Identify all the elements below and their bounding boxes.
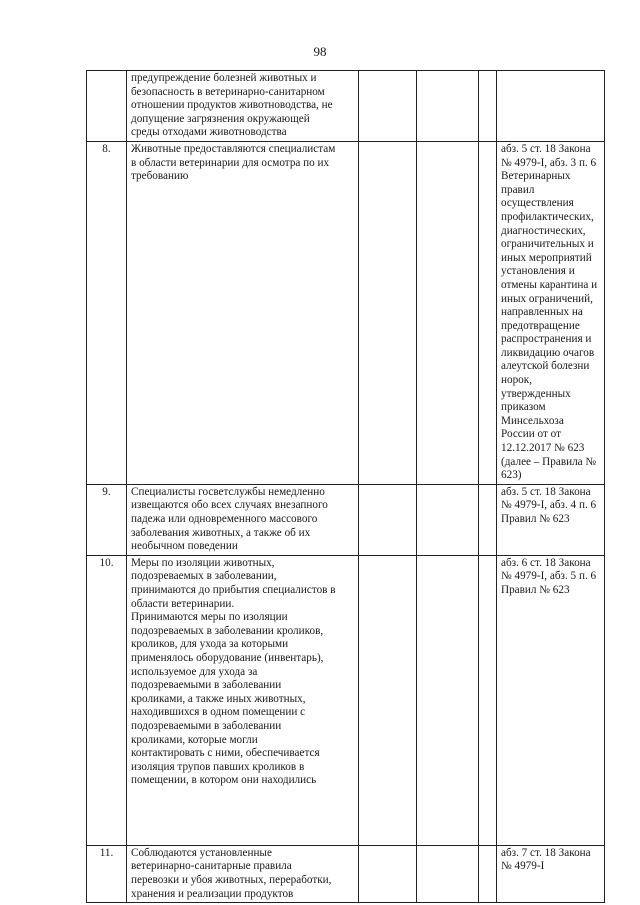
answer-na-cell: [479, 71, 497, 142]
answer-yes-cell: [359, 845, 417, 902]
requirement-text-line: кроликов, для ухода за которыми: [131, 638, 289, 651]
table-body: [87, 71, 605, 903]
legal-reference-line: Правил № 623: [501, 583, 570, 596]
legal-reference-cell: [497, 555, 605, 845]
page-number: 98: [313, 44, 327, 59]
legal-reference-line: № 4979-I: [501, 860, 545, 873]
requirement-cell: [127, 484, 359, 555]
requirement-text-line: заболевания животных, а также об их: [131, 526, 311, 539]
answer-yes-cell: [359, 141, 417, 484]
legal-reference-line: диагностических,: [501, 224, 586, 237]
requirement-text-line: подозреваемых в заболевании кроликов,: [131, 624, 324, 637]
requirement-text-line: ветеринарно-санитарные правила: [131, 860, 292, 873]
requirement-text-line: предупреждение болезней животных и: [131, 72, 317, 84]
legal-reference-line: абз. 6 ст. 18 Закона: [501, 556, 591, 569]
legal-reference-line: профилактических,: [501, 210, 594, 223]
requirement-text-line: извещаются обо всех случаях внезапного: [131, 499, 328, 512]
requirement-text-line: помещении, в котором они находились: [131, 774, 317, 787]
legal-reference-line: ликвидацию очагов: [501, 346, 595, 359]
requirement-text-line: применялось оборудование (инвентарь),: [131, 651, 324, 664]
answer-no-cell: [417, 555, 479, 845]
answer-no-cell: [417, 484, 479, 555]
table-row: [87, 555, 605, 845]
legal-reference-cell: [497, 141, 605, 484]
legal-reference-cell: [497, 845, 605, 902]
requirement-text-line: подозреваемыми в заболевании: [131, 679, 282, 692]
requirement-text-line: находившихся в одном помещении с: [131, 706, 306, 719]
answer-no-cell: [417, 845, 479, 902]
legal-reference-line: России от от: [501, 428, 561, 441]
table-row: [87, 845, 605, 902]
legal-reference-line: Минсельхоза: [501, 414, 564, 427]
legal-reference-line: алеутской болезни: [501, 360, 590, 373]
table-row: [87, 71, 605, 142]
requirement-text-line: перевозки и убоя животных, переработки,: [131, 873, 332, 886]
legal-reference-line: 623): [501, 469, 522, 482]
requirement-cell: [127, 555, 359, 845]
legal-reference-line: абз. 5 ст. 18 Закона: [501, 142, 591, 155]
legal-reference-line: правил: [501, 183, 535, 196]
row-number: 11.: [87, 845, 127, 902]
legal-reference-line: абз. 7 ст. 18 Закона: [501, 846, 591, 859]
requirement-text-line: Соблюдаются установленные: [131, 846, 272, 859]
answer-na-cell: [479, 555, 497, 845]
legal-reference-line: 12.12.2017 № 623: [501, 442, 585, 455]
requirement-text-line: контактировать с ними, обеспечивается: [131, 747, 320, 760]
legal-reference-line: предотвращение: [501, 319, 580, 332]
requirement-text-line: безопасность в ветеринарно-санитарном: [131, 85, 325, 98]
legal-reference-line: утвержденных: [501, 387, 571, 400]
legal-reference-cell: [497, 71, 605, 142]
legal-reference-line: осуществления: [501, 197, 574, 210]
requirement-text-line: в области ветеринарии для осмотра по их: [131, 156, 330, 169]
answer-na-cell: [479, 484, 497, 555]
legal-reference-line: № 4979-I, абз. 5 п. 6: [501, 570, 597, 583]
row-number: 8.: [87, 141, 127, 484]
answer-no-cell: [417, 71, 479, 142]
legal-reference-line: абз. 5 ст. 18 Закона: [501, 485, 591, 498]
table-row: [87, 484, 605, 555]
requirement-text-line: Меры по изоляции животных,: [131, 556, 275, 569]
requirement-text-line: необычном поведении: [131, 540, 238, 553]
legal-reference-line: (далее – Правила №: [501, 455, 597, 468]
answer-yes-cell: [359, 555, 417, 845]
requirement-text-line: допущение загрязнения окружающей: [131, 112, 310, 125]
requirement-text-line: подозреваемых в заболевании,: [131, 570, 277, 583]
requirement-text-line: кроликами, а также иных животных,: [131, 692, 306, 705]
table-row: [87, 141, 605, 484]
requirement-text-line: Специалисты госветслужбы немедленно: [131, 485, 325, 498]
answer-na-cell: [479, 845, 497, 902]
requirement-text-line: изоляция трупов павших кроликов в: [131, 760, 305, 773]
requirement-text-line: Животные предоставляются специалистам: [131, 142, 336, 155]
legal-reference-line: № 4979-I, абз. 4 п. 6: [501, 499, 597, 512]
requirement-text-line: используемое для ухода за: [131, 665, 258, 678]
legal-reference-line: иных ограничений,: [501, 292, 593, 305]
requirement-text-line: подозреваемыми в заболевании: [131, 719, 282, 732]
legal-reference-line: приказом: [501, 401, 546, 414]
legal-reference-cell: [497, 484, 605, 555]
answer-yes-cell: [359, 71, 417, 142]
row-number: 9.: [87, 484, 127, 555]
legal-reference-line: норок,: [501, 374, 533, 387]
answer-yes-cell: [359, 484, 417, 555]
requirement-cell: [127, 71, 359, 142]
requirement-text-line: требованию: [131, 170, 189, 183]
legal-reference-line: ограничительных и: [501, 238, 594, 251]
legal-reference-line: распространения и: [501, 333, 592, 346]
requirement-text-line: принимаются до прибытия специалистов в: [131, 583, 336, 596]
requirement-text-line: кроликами, которые могли: [131, 733, 258, 746]
legal-reference-line: иных мероприятий: [501, 251, 592, 264]
requirement-cell: [127, 845, 359, 902]
legal-reference-line: № 4979-I, абз. 3 п. 6: [501, 156, 597, 169]
requirement-text-line: среды отходами животноводства: [131, 126, 287, 139]
requirements-table: [86, 70, 605, 903]
requirement-text-line: Принимаются меры по изоляции: [131, 611, 288, 624]
legal-reference-line: направленных на: [501, 306, 583, 319]
requirement-cell: [127, 141, 359, 484]
legal-reference-line: отмены карантина и: [501, 278, 598, 291]
requirement-text-line: отношении продуктов животноводства, не: [131, 99, 333, 112]
legal-reference-line: установления и: [501, 265, 575, 278]
row-number: [87, 71, 127, 142]
answer-na-cell: [479, 141, 497, 484]
requirement-text-line: хранения и реализации продуктов: [131, 887, 294, 900]
legal-reference-line: Ветеринарных: [501, 170, 571, 183]
row-number: 10.: [87, 555, 127, 845]
requirement-text-line: падежа или одновременного массового: [131, 513, 318, 525]
answer-no-cell: [417, 141, 479, 484]
requirement-text-line: области ветеринарии.: [131, 597, 235, 610]
legal-reference-line: Правил № 623: [501, 513, 570, 525]
